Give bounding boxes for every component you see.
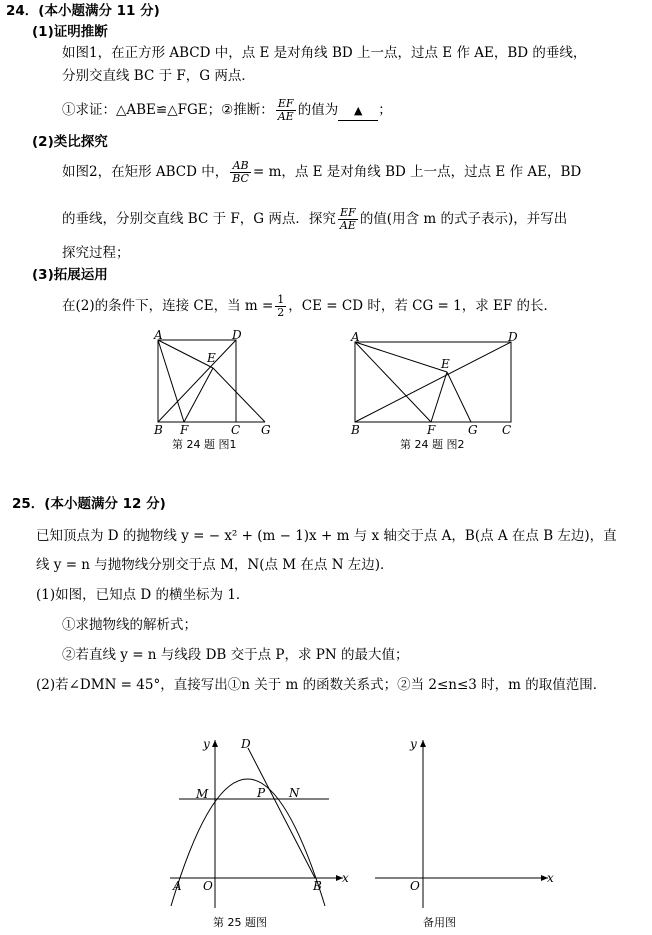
q25-line1: 已知顶点为 D 的抛物线 y = − x² + (m − 1)x + m 与 x 轴交于点 A，B(点 A 在点 B 左边)，直 (36, 528, 617, 544)
q24-part2-line2-text-b: 的值(用含 m 的式子表示)，并写出 (359, 211, 568, 227)
label-b: B (313, 879, 322, 893)
segment-ef (184, 368, 213, 422)
answer-blank: ▲ (338, 102, 378, 121)
fraction-denominator: 2 (277, 306, 285, 319)
q24-part3-title: (3)拓展运用 (32, 267, 108, 283)
fraction-numerator: EF (276, 98, 296, 111)
q24-part1-line3-text-c: ； (378, 102, 392, 118)
q24-part1-line1: 如图1，在正方形 ABCD 中，点 E 是对角线 BD 上一点，过点 E 作 AE，BD 的垂线， (62, 45, 587, 61)
segment-db (248, 748, 315, 878)
q24-part2-line2-text-a: 的垂线，分别交直线 BC 于 F，G 两点．探究 (62, 211, 336, 227)
segment-ae (158, 340, 213, 368)
label-d: D (508, 330, 518, 344)
fraction-denominator: AE (339, 219, 356, 232)
q24-figure2 (343, 328, 523, 440)
q24-part2-line3: 探究过程； (62, 245, 130, 261)
label-d: D (232, 328, 242, 342)
fraction-denominator: BC (232, 172, 249, 185)
label-a: A (173, 879, 182, 893)
q24-part1-line3-text-b: 的值为 (297, 102, 339, 118)
q24-heading: 24．(本小题满分 11 分) (6, 3, 160, 19)
label-x: x (342, 871, 349, 885)
q24-part2-line2 (62, 207, 567, 232)
diagonal-bd (355, 342, 511, 422)
label-n: N (289, 786, 300, 800)
label-y: y (203, 737, 210, 751)
q25-spare-caption: 备用图 (423, 916, 456, 929)
q25-figure (165, 732, 355, 912)
diagonal-bd (158, 340, 236, 422)
label-c: C (231, 423, 241, 437)
q25-line4: ①求抛物线的解析式； (62, 617, 197, 633)
q24-part1-fraction (276, 98, 296, 123)
fraction-numerator: 1 (277, 293, 285, 306)
q24-part3-fraction-half (275, 294, 286, 319)
q24-part2-line1-text-b: = m，点 E 是对角线 BD 上一点，过点 E 作 AE，BD (252, 164, 582, 180)
label-a: A (154, 328, 163, 342)
label-e: E (441, 357, 450, 371)
segment-ef (431, 372, 447, 422)
q24-figure2-caption: 第 24 题 图2 (400, 438, 465, 451)
fraction-denominator: AE (277, 110, 294, 123)
q24-part2-fraction-ef-ae (338, 207, 358, 232)
parabola (171, 779, 325, 906)
q24-figure1 (145, 328, 280, 440)
q25-figure-caption: 第 25 题图 (213, 916, 267, 929)
label-b: B (154, 423, 163, 437)
q24-part2-line1 (62, 160, 581, 185)
q25-line3: (1)如图，已知点 D 的横坐标为 1． (36, 587, 250, 603)
q24-part2-title: (2)类比探究 (32, 134, 108, 150)
label-g: G (261, 423, 271, 437)
segment-af (158, 340, 184, 422)
q24-part3-line1-text-a: 在(2)的条件下，连接 CE，当 m = (62, 298, 274, 314)
label-o: O (410, 879, 420, 893)
label-a: A (351, 330, 360, 344)
label-m: M (196, 787, 209, 801)
fraction-numerator: AB (230, 160, 251, 173)
q24-part3-line1 (62, 294, 557, 319)
q25-line5: ②若直线 y = n 与线段 DB 交于点 P，求 PN 的最大值； (62, 647, 409, 663)
fraction-numerator: EF (338, 207, 358, 220)
q25-line2: 线 y = n 与抛物线分别交于点 M，N(点 M 在点 N 左边)． (36, 557, 394, 573)
label-f: F (180, 423, 189, 437)
segment-eg (447, 372, 471, 422)
label-f: F (427, 423, 436, 437)
q24-part2-fraction-ab-bc (230, 160, 251, 185)
q24-part1-line3 (62, 98, 392, 123)
q25-line6: (2)若∠DMN = 45°，直接写出①n 关于 m 的函数关系式；②当 2≤n≤3 时，m 的取值范围． (36, 677, 607, 693)
label-y: y (410, 737, 417, 751)
label-e: E (207, 351, 216, 365)
q24-part1-line3-text-a: ①求证：△ABE≌△FGE；②推断： (62, 102, 274, 118)
segment-eg (213, 368, 265, 422)
label-o: O (203, 879, 213, 893)
label-b: B (351, 423, 360, 437)
label-d: D (241, 737, 251, 751)
label-x: x (547, 871, 554, 885)
label-g: G (468, 423, 478, 437)
q24-part2-line1-text-a: 如图2，在矩形 ABCD 中， (62, 164, 229, 180)
q24-part1-line2: 分别交直线 BC 于 F，G 两点． (62, 68, 255, 84)
q25-spare-figure (370, 732, 560, 912)
q24-part3-line1-text-b: ，CE = CD 时，若 CG = 1，求 EF 的长． (288, 298, 558, 314)
label-c: C (502, 423, 512, 437)
label-p: P (257, 786, 266, 800)
q24-part1-title: (1)证明推断 (32, 24, 108, 40)
q24-figure1-caption: 第 24 题 图1 (172, 438, 237, 451)
q25-heading: 25．(本小题满分 12 分) (12, 496, 166, 512)
